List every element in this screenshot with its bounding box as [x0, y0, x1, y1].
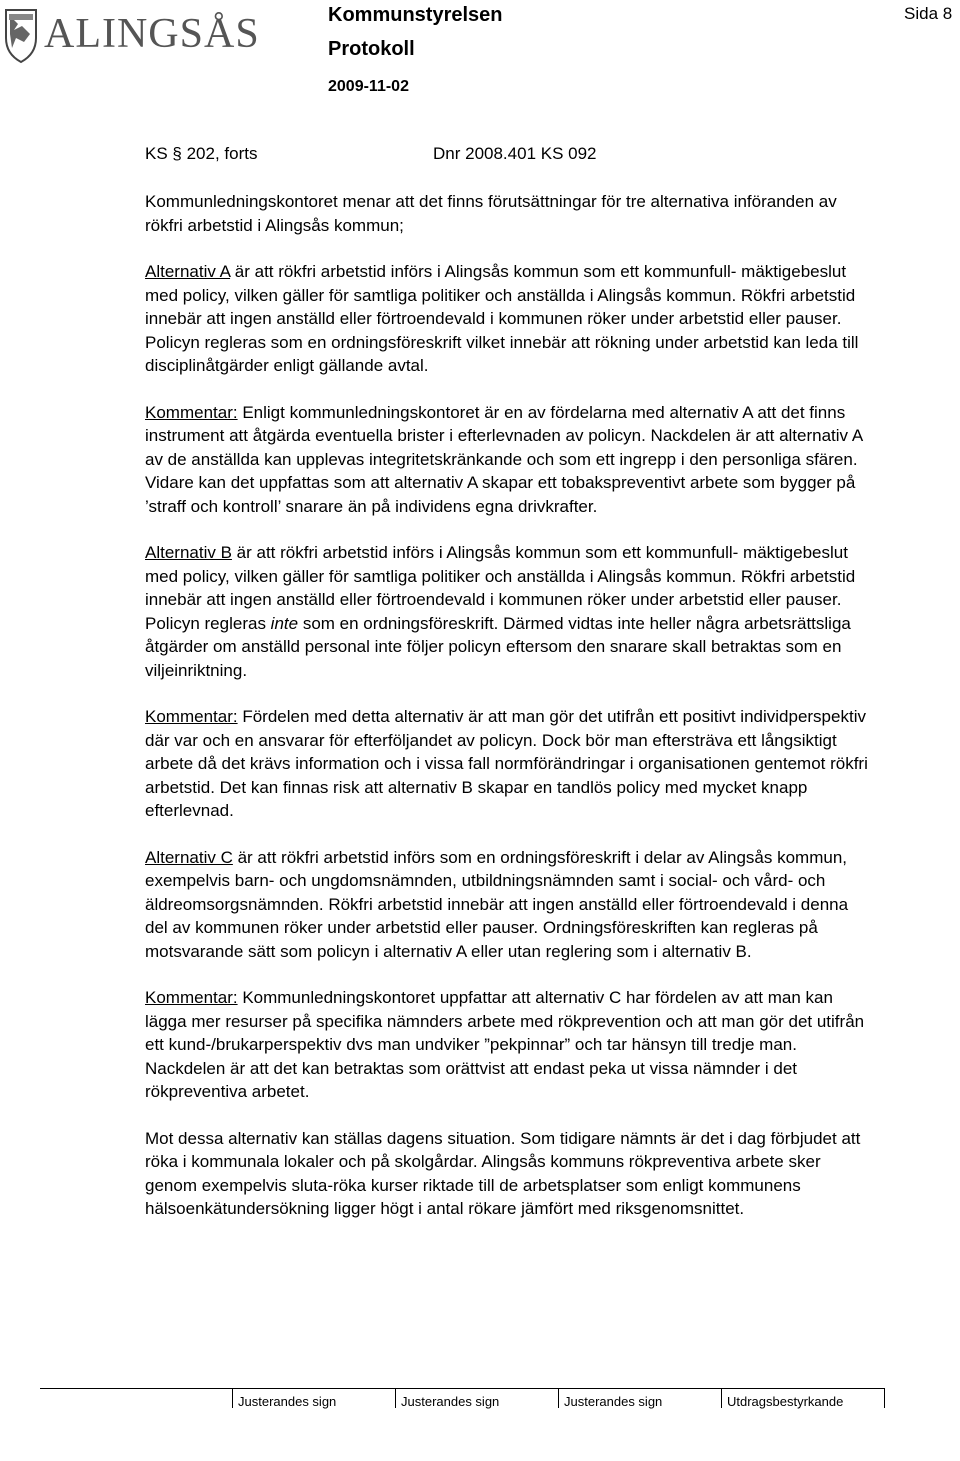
closing-text: Mot dessa alternativ kan ställas dagens situation. Som tidigare nämnts är det i dag förbjudet att röka i kommunala lokaler och på skolgårdar. Alingsås kommuns rökpreventiva arbete sker genom exempelvis sluta-röka kurser riktade till de arbetsplatser som enligt kommunens hälsoenkätundersökning ligger högt i antal rökare jämfört med riksgenomsnittet. [145, 1128, 861, 1218]
logo-wordmark: ALINGSÅS [44, 11, 260, 57]
footer-divider [558, 1388, 559, 1408]
comment-c-label: Kommentar: [145, 988, 238, 1007]
alternative-c-paragraph [145, 846, 875, 964]
alternative-b-emphasis: inte [270, 613, 299, 633]
alternative-a-paragraph [145, 260, 875, 378]
footer-rule [40, 1388, 885, 1389]
page-number: Sida 8 [904, 4, 953, 23]
comment-b-text: Fördelen med detta alternativ är att man gör det utifrån ett positivt individperspektiv där var och en ansvarar för efterföljandet av policyn. Dock bör man eftersträva ett långsiktigt arbete då det krävs information och i vissa fall normförändringar i organisationen gentemot rökfri arbetstid. Det kan finnas risk att alternativ B skapar en tandlös policy med mycket knapp efterlevnad. [145, 707, 868, 820]
extract-certification-box: Utdragsbestyrkande [727, 1394, 844, 1409]
footer-divider [721, 1388, 722, 1408]
closing-paragraph [145, 1127, 875, 1221]
comment-b-paragraph [145, 705, 875, 823]
intro-paragraph [145, 190, 875, 237]
footer-divider [884, 1388, 885, 1408]
alternative-b-text-2: som en ordningsföreskrift. Därmed vidtas inte heller några arbetsrättsliga åtgärder om anställd personal inte följer policyn eftersom den snarare skall betraktas som en viljeinriktning. [145, 613, 851, 680]
municipality-logo [0, 4, 260, 68]
organization-name: Kommunstyrelsen [328, 4, 503, 26]
alternative-a-text: är att rökfri arbetstid införs i Alingsås kommun som ett kommunfull- mäktigebeslut med policy, vilken gäller för samtliga politiker och anställda i Alingsås kommun. Rökfri arbetstid innebär att ingen anställd eller förtroendevald i kommunen röker under arbetstid eller pauser. Policyn regleras som en ordningsföreskrift vilket innebär att rökning under arbetstid kan leda till disciplinåtgärder enligt gällande avtal. [145, 262, 859, 375]
alternative-b-paragraph [145, 541, 875, 682]
alternative-b-text-1: är att rökfri arbetstid införs i Alingsås kommun som ett kommunfull- mäktigebeslut med policy, vilken gäller för samtliga politiker och anställda i Alingsås kommun. Rökfri arbetstid innebär att ingen anställd eller förtroendevald i kommunen röker under arbetstid eller pauser. Policyn regleras [145, 543, 856, 633]
ks-paragraph: KS § 202, forts [145, 144, 258, 163]
intro-text: Kommunledningskontoret menar att det finns förutsättningar för tre alternativa införanden av rökfri arbetstid i Alingsås kommun; [145, 192, 837, 235]
document-type: Protokoll [328, 38, 415, 60]
case-reference [145, 144, 845, 164]
alternative-c-label: Alternativ C [145, 847, 233, 867]
footer-divider [395, 1388, 396, 1408]
signature-box-1: Justerandes sign [238, 1394, 337, 1409]
comment-a-paragraph [145, 401, 875, 519]
meeting-date: 2009-11-02 [328, 78, 409, 95]
comment-c-paragraph [145, 986, 875, 1104]
dnr-number: Dnr 2008.401 KS 092 [433, 144, 597, 163]
comment-b-label: Kommentar: [145, 707, 238, 726]
alternative-a-label: Alternativ A [145, 262, 231, 281]
alternative-b-label: Alternativ B [145, 543, 232, 562]
comment-a-text: Enligt kommunledningskontoret är en av fördelarna med alternativ A att det finns instrument att åtgärda eventuella brister i efterlevnaden av policyn. Nackdelen är att alternativ A av de anställda kan upplevas integritetskränkande och som ett ingrepp i den personliga sfären. Vidare kan det uppfattas som att alternativ A skapar ett tobakspreventivt arbete som bygger på ’straff och kontroll’ snarare än på individens egna drivkrafter. [145, 402, 863, 516]
comment-c-text: Kommunledningskontoret uppfattar att alternativ C har fördelen av att man kan lägga mer resurser på specifika nämnders arbete med rökprevention och att man gör det utifrån ett kund-/brukarperspektiv dvs man undviker ”pekpinnar” och tar hänsyn till tredje man. Nackdelen är att det kan betraktas som orättvist att endast peka ut vissa nämnder i det rökpreventiva arbetet. [145, 988, 865, 1101]
protocol-body [145, 190, 875, 1244]
signature-box-3: Justerandes sign [564, 1394, 663, 1409]
alternative-c-text: är att rökfri arbetstid införs som en ordningsföreskrift i delar av Alingsås kommun, exempelvis barn- och ungdomsnämnden, utbildningsnämnden samt i social- och vård- och äldreomsorgsnämnden. Rökfri arbetstid innebär att ingen anställd eller förtroendevald i denna del av kommunen röker under arbetstid eller pauser. Ordningsföreskriften kan regleras på motsvarande sätt som policyn i alternativ A eller utan reglering som i alternativ B. [145, 847, 849, 961]
signature-box-2: Justerandes sign [401, 1394, 500, 1409]
comment-a-label: Kommentar: [145, 402, 238, 422]
footer-divider [232, 1388, 233, 1408]
